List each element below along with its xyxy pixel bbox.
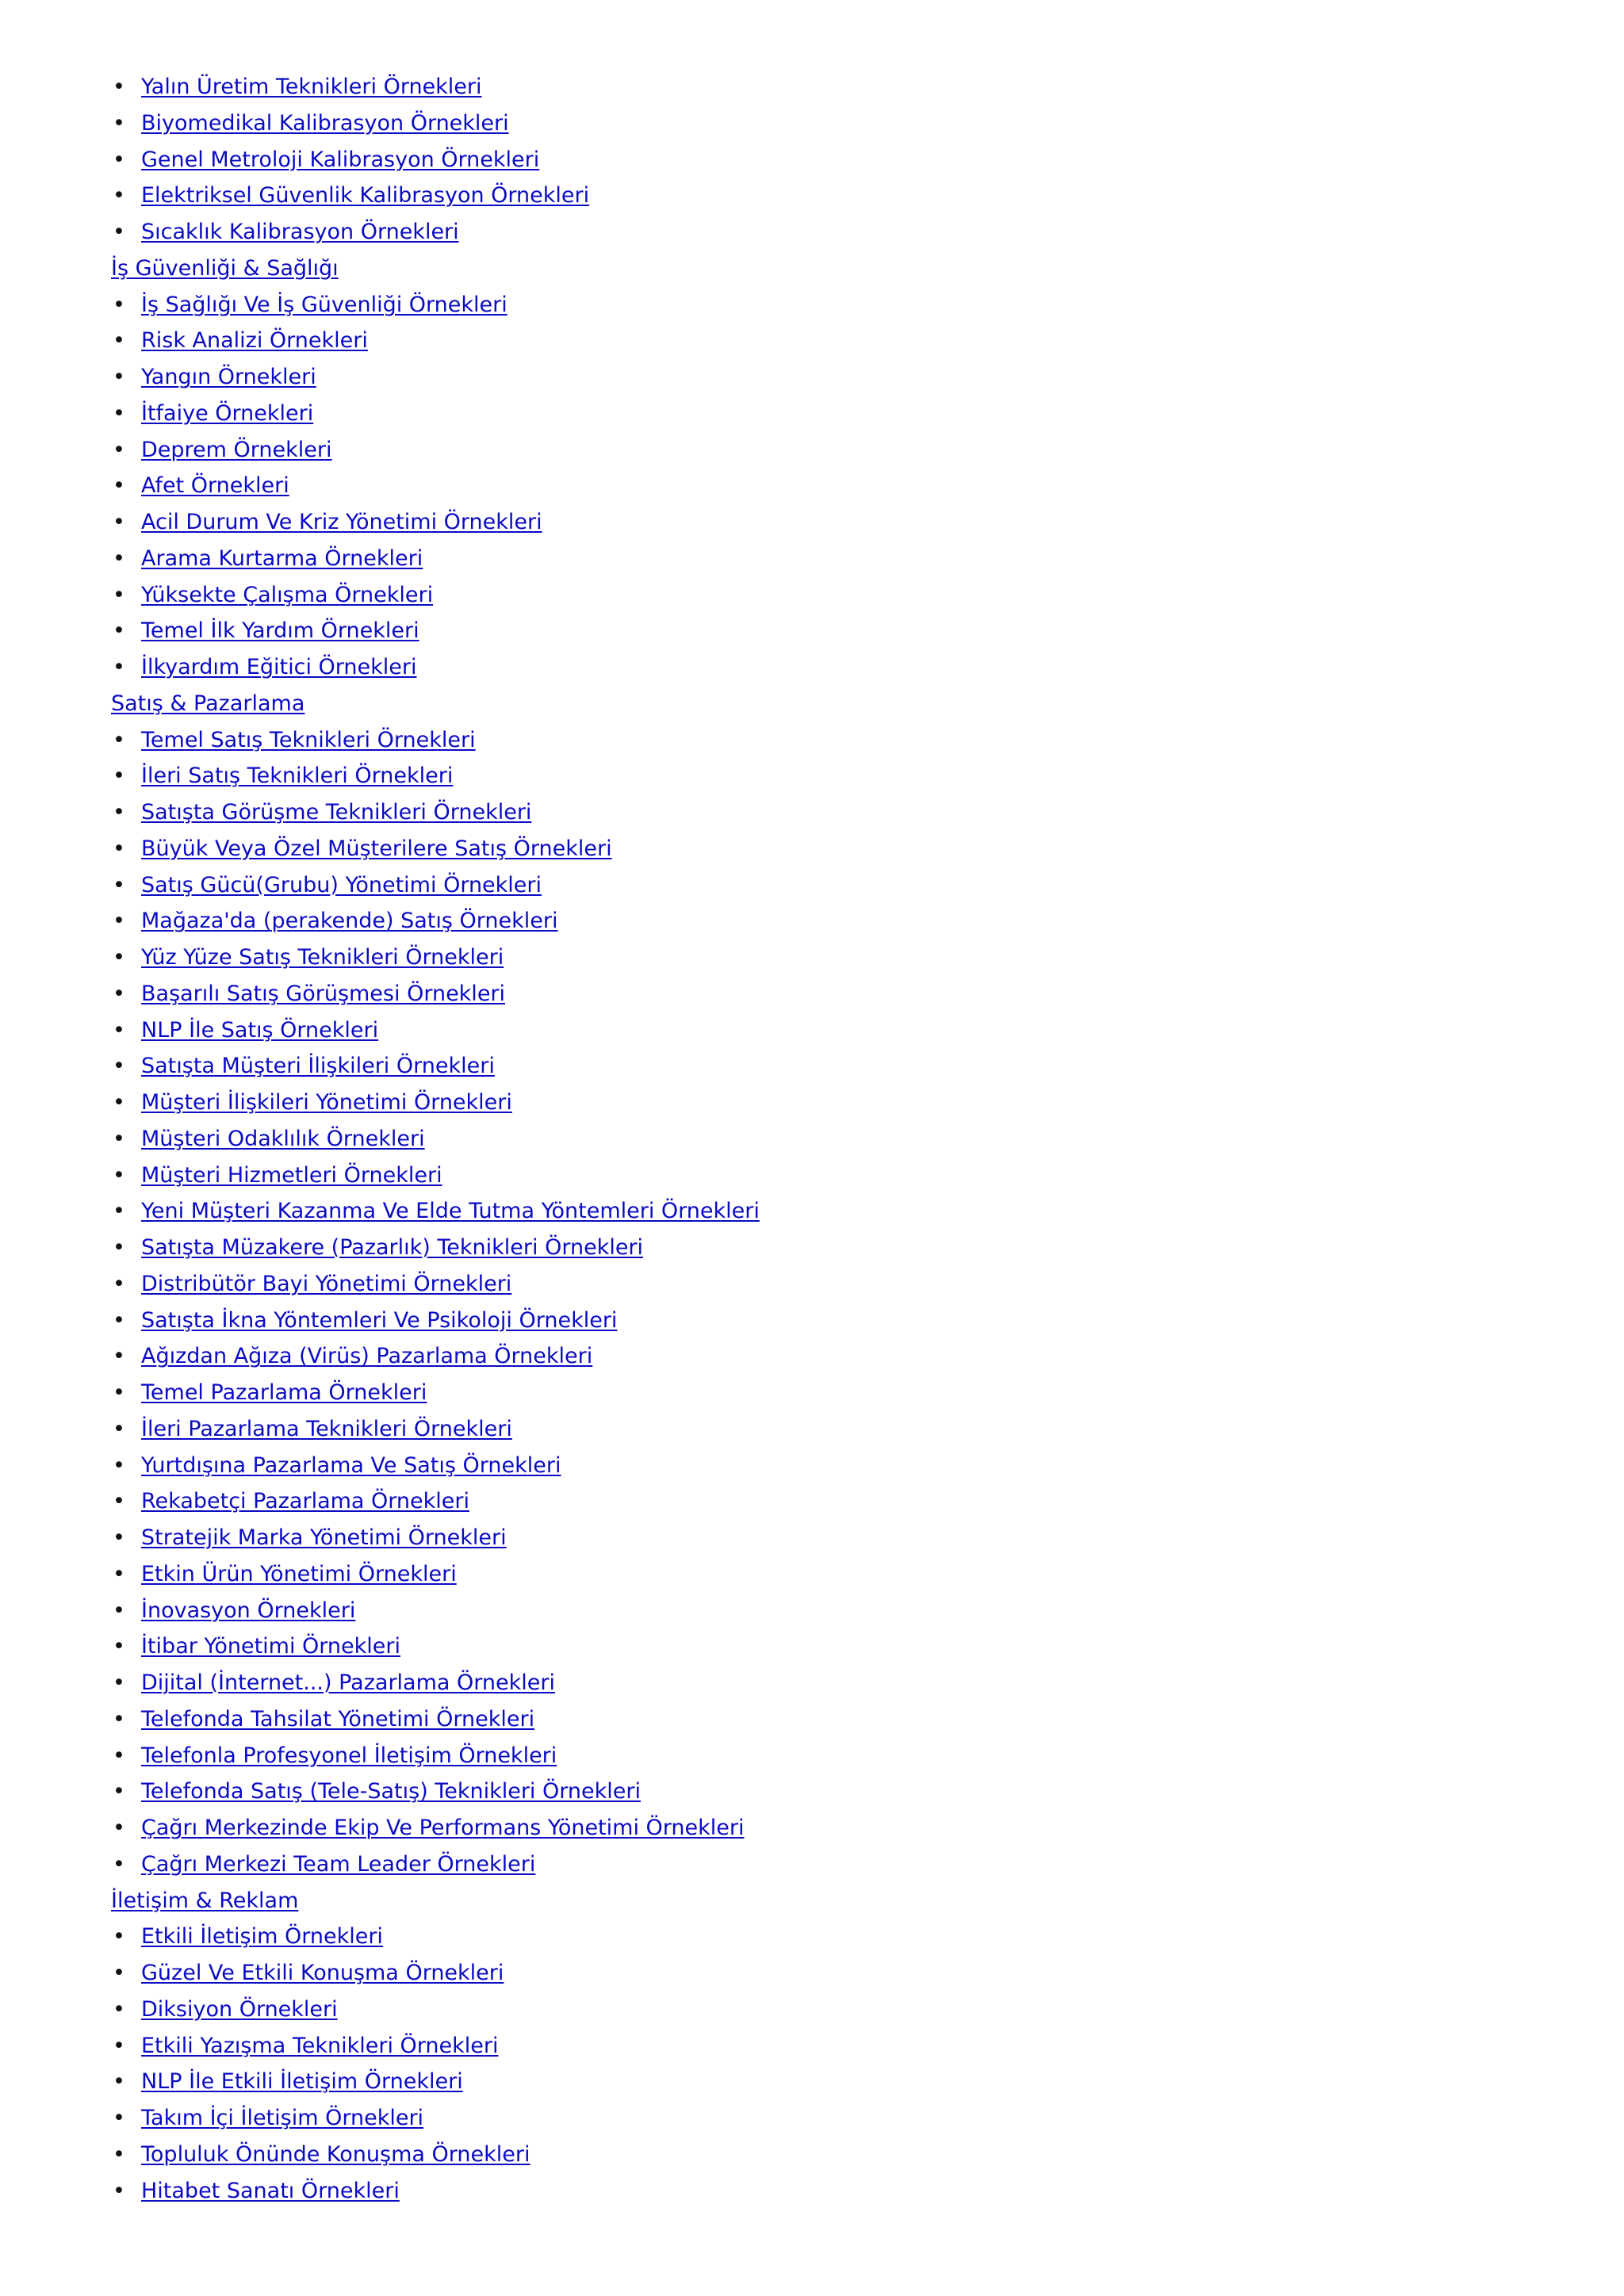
bullet-icon: • bbox=[113, 1670, 125, 1695]
bullet-icon: • bbox=[113, 618, 125, 644]
bullet-icon: • bbox=[113, 1743, 125, 1768]
bullet-icon: • bbox=[113, 945, 125, 970]
bullet-icon: • bbox=[113, 437, 125, 462]
section-heading bbox=[111, 253, 1538, 289]
list-item-link[interactable]: Müşteri Odaklılık Örnekleri bbox=[141, 1126, 425, 1151]
bullet-icon: • bbox=[113, 1851, 125, 1877]
list-item-link[interactable]: Hitabet Sanatı Örnekleri bbox=[141, 2178, 400, 2203]
list-item bbox=[111, 434, 1538, 471]
bullet-icon: • bbox=[113, 2069, 125, 2095]
bullet-icon: • bbox=[113, 872, 125, 897]
list-item bbox=[111, 870, 1538, 906]
bullet-icon: • bbox=[113, 909, 125, 934]
list-item bbox=[111, 1486, 1538, 1522]
list-item bbox=[111, 144, 1538, 181]
list-item-link[interactable]: Satışta İkna Yöntemleri Ve Psikoloji Örnekleri bbox=[141, 1307, 618, 1333]
list-item-link[interactable]: Etkili Yazışma Teknikleri Örnekleri bbox=[141, 2033, 499, 2058]
bullet-icon: • bbox=[113, 1706, 125, 1732]
list-item-link[interactable]: NLP İle Etkili İletişim Örnekleri bbox=[141, 2069, 463, 2095]
bullet-icon: • bbox=[113, 1344, 125, 1369]
list-item-link[interactable]: Afet Örnekleri bbox=[141, 473, 289, 499]
bullet-icon: • bbox=[113, 220, 125, 244]
list-item-link[interactable]: İleri Satış Teknikleri Örnekleri bbox=[141, 763, 454, 789]
list-item bbox=[111, 1776, 1538, 1812]
list-item-link[interactable]: Müşteri İlişkileri Yönetimi Örnekleri bbox=[141, 1090, 512, 1115]
list-item-link[interactable]: Satış Gücü(Grubu) Yönetimi Örnekleri bbox=[141, 872, 542, 897]
list-item bbox=[111, 833, 1538, 870]
section-heading bbox=[111, 688, 1538, 725]
bullet-icon: • bbox=[113, 2141, 125, 2167]
list-item-link[interactable]: Temel Pazarlama Örnekleri bbox=[141, 1380, 427, 1405]
bullet-icon: • bbox=[113, 1416, 125, 1441]
list-item bbox=[111, 1921, 1538, 1957]
list-item bbox=[111, 1341, 1538, 1377]
list-item bbox=[111, 1957, 1538, 1994]
list-item-link[interactable]: Müşteri Hizmetleri Örnekleri bbox=[141, 1162, 442, 1188]
bullet-icon: • bbox=[113, 800, 125, 825]
list-item-link[interactable]: Risk Analizi Örnekleri bbox=[141, 328, 368, 354]
list-item bbox=[111, 108, 1538, 144]
bullet-icon: • bbox=[113, 147, 125, 172]
list-item bbox=[111, 1269, 1538, 1305]
bullet-icon: • bbox=[113, 2106, 125, 2130]
bullet-icon: • bbox=[113, 1162, 125, 1188]
list-item-link[interactable]: Başarılı Satış Görüşmesi Örnekleri bbox=[141, 981, 506, 1006]
list-item-link[interactable]: Yeni Müşteri Kazanma Ve Elde Tutma Yöntemleri Örnekleri bbox=[141, 1199, 760, 1224]
list-item bbox=[111, 1522, 1538, 1559]
bullet-icon: • bbox=[113, 1779, 125, 1804]
list-item-link[interactable]: Çağrı Merkezi Team Leader Örnekleri bbox=[141, 1851, 536, 1877]
list-item-link[interactable]: Genel Metroloji Kalibrasyon Örnekleri bbox=[141, 147, 540, 172]
list-item bbox=[111, 180, 1538, 216]
list-item-link[interactable]: Distribütör Bayi Yönetimi Örnekleri bbox=[141, 1271, 512, 1296]
list-item bbox=[111, 71, 1538, 108]
list-item bbox=[111, 1849, 1538, 1885]
bullet-icon: • bbox=[113, 1816, 125, 1840]
list-item-link[interactable]: Yalın Üretim Teknikleri Örnekleri bbox=[141, 75, 482, 99]
list-item bbox=[111, 325, 1538, 362]
list-item-link[interactable]: İleri Pazarlama Teknikleri Örnekleri bbox=[141, 1416, 512, 1441]
bullet-icon: • bbox=[113, 763, 125, 789]
bullet-icon: • bbox=[113, 1307, 125, 1333]
bullet-icon: • bbox=[113, 75, 125, 99]
list-item-link[interactable]: Deprem Örnekleri bbox=[141, 437, 332, 462]
list-item bbox=[111, 1595, 1538, 1632]
bullet-icon: • bbox=[113, 183, 125, 209]
list-item bbox=[111, 362, 1538, 398]
list-item bbox=[111, 652, 1538, 688]
list-item bbox=[111, 1994, 1538, 2030]
list-item bbox=[111, 580, 1538, 616]
list-item bbox=[111, 507, 1538, 543]
list-item-link[interactable]: Sıcaklık Kalibrasyon Örnekleri bbox=[141, 220, 459, 244]
list-item-link[interactable]: Satışta Müzakere (Pazarlık) Teknikleri Örnekleri bbox=[141, 1235, 644, 1260]
list-item-link[interactable]: Etkili İletişim Örnekleri bbox=[141, 1924, 383, 1950]
list-item-link[interactable]: Yüksekte Çalışma Örnekleri bbox=[141, 582, 434, 607]
list-item bbox=[111, 1160, 1538, 1196]
bullet-icon: • bbox=[113, 510, 125, 534]
list-item-link[interactable]: Mağaza'da (perakende) Satış Örnekleri bbox=[141, 909, 558, 934]
list-item bbox=[111, 615, 1538, 652]
list-item bbox=[111, 2030, 1538, 2067]
bullet-icon: • bbox=[113, 1561, 125, 1586]
list-item bbox=[111, 1305, 1538, 1341]
list-item bbox=[111, 1559, 1538, 1595]
list-item bbox=[111, 1050, 1538, 1087]
list-item-link[interactable]: Rekabetçi Pazarlama Örnekleri bbox=[141, 1489, 469, 1514]
list-item bbox=[111, 1812, 1538, 1849]
list-item-link[interactable]: Yurtdışına Pazarlama Ve Satış Örnekleri bbox=[141, 1452, 561, 1478]
list-item-link[interactable]: Satışta Görüşme Teknikleri Örnekleri bbox=[141, 800, 532, 825]
list-item-link[interactable]: NLP İle Satış Örnekleri bbox=[141, 1017, 379, 1043]
link-list-document bbox=[111, 71, 1538, 2211]
list-item bbox=[111, 1015, 1538, 1051]
bullet-icon: • bbox=[113, 836, 125, 861]
section-heading-link[interactable]: İletişim & Reklam bbox=[111, 1888, 299, 1913]
list-item-link[interactable]: Temel Satış Teknikleri Örnekleri bbox=[141, 727, 476, 752]
bullet-icon: • bbox=[113, 1961, 125, 1985]
bullet-icon: • bbox=[113, 727, 125, 752]
bullet-icon: • bbox=[113, 1126, 125, 1151]
list-item bbox=[111, 2175, 1538, 2212]
list-item-link[interactable]: Elektriksel Güvenlik Kalibrasyon Örnekleri bbox=[141, 183, 590, 209]
bullet-icon: • bbox=[113, 1452, 125, 1478]
list-item-link[interactable]: İnovasyon Örnekleri bbox=[141, 1598, 356, 1623]
list-item-link[interactable]: Arama Kurtarma Örnekleri bbox=[141, 545, 423, 571]
list-item bbox=[111, 978, 1538, 1015]
bullet-icon: • bbox=[113, 1634, 125, 1659]
list-item bbox=[111, 1123, 1538, 1160]
bullet-icon: • bbox=[113, 1525, 125, 1550]
list-item bbox=[111, 725, 1538, 761]
list-item bbox=[111, 797, 1538, 833]
list-item-link[interactable]: Güzel Ve Etkili Konuşma Örnekleri bbox=[141, 1961, 504, 1985]
bullet-icon: • bbox=[113, 1271, 125, 1296]
list-item bbox=[111, 1704, 1538, 1740]
list-item bbox=[111, 2066, 1538, 2103]
bullet-icon: • bbox=[113, 655, 125, 679]
list-item bbox=[111, 216, 1538, 253]
bullet-icon: • bbox=[113, 1924, 125, 1950]
list-item-link[interactable]: Diksiyon Örnekleri bbox=[141, 1996, 338, 2022]
section-heading-link[interactable]: Satış & Pazarlama bbox=[111, 691, 305, 716]
section-heading-link[interactable]: İş Güvenliği & Sağlığı bbox=[111, 255, 339, 281]
bullet-icon: • bbox=[113, 110, 125, 136]
list-item bbox=[111, 760, 1538, 797]
list-item bbox=[111, 1377, 1538, 1414]
list-item bbox=[111, 1450, 1538, 1487]
bullet-icon: • bbox=[113, 2178, 125, 2203]
bullet-icon: • bbox=[113, 328, 125, 354]
bullet-icon: • bbox=[113, 1235, 125, 1260]
bullet-icon: • bbox=[113, 1996, 125, 2022]
bullet-icon: • bbox=[113, 981, 125, 1006]
list-item-link[interactable]: Büyük Veya Özel Müşterilere Satış Örnekleri bbox=[141, 836, 612, 861]
list-item-link[interactable]: Topluluk Önünde Konuşma Örnekleri bbox=[141, 2141, 530, 2167]
bullet-icon: • bbox=[113, 1054, 125, 1079]
list-item bbox=[111, 1414, 1538, 1450]
list-item-link[interactable]: Çağrı Merkezinde Ekip Ve Performans Yönetimi Örnekleri bbox=[141, 1816, 745, 1840]
list-item-link[interactable]: Ağızdan Ağıza (Virüs) Pazarlama Örnekleri bbox=[141, 1344, 593, 1369]
list-item-link[interactable]: Stratejik Marka Yönetimi Örnekleri bbox=[141, 1525, 507, 1550]
list-item-link[interactable]: İtibar Yönetimi Örnekleri bbox=[141, 1634, 400, 1659]
bullet-icon: • bbox=[113, 292, 125, 317]
list-item bbox=[111, 1667, 1538, 1704]
list-item bbox=[111, 1087, 1538, 1123]
list-item bbox=[111, 2139, 1538, 2175]
list-item bbox=[111, 2103, 1538, 2139]
list-item-link[interactable]: İlkyardım Eğitici Örnekleri bbox=[141, 655, 417, 679]
bullet-icon: • bbox=[113, 2033, 125, 2058]
bullet-icon: • bbox=[113, 582, 125, 607]
list-item-link[interactable]: Yüz Yüze Satış Teknikleri Örnekleri bbox=[141, 945, 504, 970]
list-item bbox=[111, 1196, 1538, 1232]
bullet-icon: • bbox=[113, 1090, 125, 1115]
list-item bbox=[111, 942, 1538, 978]
list-item-link[interactable]: Yangın Örnekleri bbox=[141, 365, 316, 389]
list-item bbox=[111, 1740, 1538, 1777]
list-item bbox=[111, 1631, 1538, 1667]
list-item-link[interactable]: Telefonda Satış (Tele-Satış) Teknikleri Örnekleri bbox=[141, 1779, 641, 1804]
bullet-icon: • bbox=[113, 545, 125, 571]
list-item bbox=[111, 289, 1538, 326]
list-item bbox=[111, 470, 1538, 507]
bullet-icon: • bbox=[113, 365, 125, 389]
bullet-icon: • bbox=[113, 1017, 125, 1043]
list-item-link[interactable]: Etkin Ürün Yönetimi Örnekleri bbox=[141, 1561, 457, 1586]
list-item-link[interactable]: İş Sağlığı Ve İş Güvenliği Örnekleri bbox=[141, 292, 508, 317]
list-item-link[interactable]: Telefonla Profesyonel İletişim Örnekleri bbox=[141, 1743, 557, 1768]
section-heading bbox=[111, 1885, 1538, 1922]
list-item bbox=[111, 1232, 1538, 1269]
list-item bbox=[111, 543, 1538, 580]
list-item-link[interactable]: Biyomedikal Kalibrasyon Örnekleri bbox=[141, 110, 509, 136]
list-item bbox=[111, 398, 1538, 434]
list-item bbox=[111, 905, 1538, 942]
list-item-link[interactable]: Acil Durum Ve Kriz Yönetimi Örnekleri bbox=[141, 510, 542, 534]
list-item-link[interactable]: Takım İçi İletişim Örnekleri bbox=[141, 2106, 424, 2130]
list-item-link[interactable]: İtfaiye Örnekleri bbox=[141, 400, 314, 426]
list-item-link[interactable]: Telefonda Tahsilat Yönetimi Örnekleri bbox=[141, 1706, 535, 1732]
bullet-icon: • bbox=[113, 400, 125, 426]
list-item-link[interactable]: Temel İlk Yardım Örnekleri bbox=[141, 618, 419, 644]
list-item-link[interactable]: Dijital (İnternet...) Pazarlama Örnekleri bbox=[141, 1670, 555, 1695]
list-item-link[interactable]: Satışta Müşteri İlişkileri Örnekleri bbox=[141, 1054, 495, 1079]
bullet-icon: • bbox=[113, 1380, 125, 1405]
bullet-icon: • bbox=[113, 1199, 125, 1224]
bullet-icon: • bbox=[113, 1489, 125, 1514]
bullet-icon: • bbox=[113, 1598, 125, 1623]
bullet-icon: • bbox=[113, 473, 125, 499]
